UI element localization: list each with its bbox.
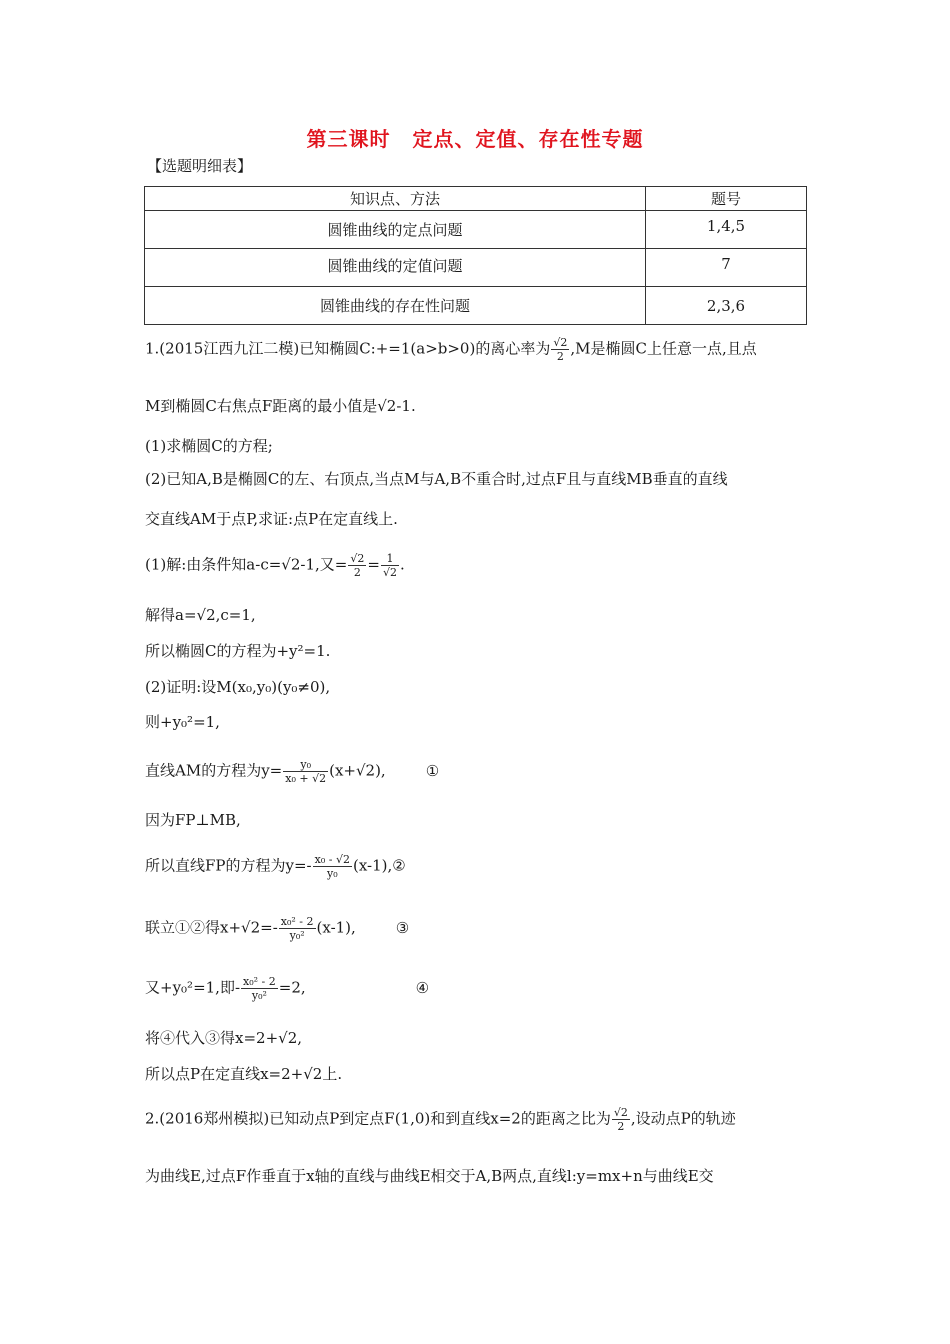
problem1-line2: M到椭圆C右焦点F距离的最小值是√2-1. — [145, 397, 416, 415]
fraction — [612, 1106, 630, 1133]
table-cell: 1,4,5 — [646, 211, 807, 249]
denominator: 2 — [353, 566, 361, 579]
solution-line6 — [145, 758, 439, 785]
fraction — [348, 552, 366, 579]
text: ,M是椭圆C上任意一点,且点 — [570, 339, 757, 358]
numerator: 1 — [381, 552, 399, 566]
table-cell: 2,3,6 — [646, 287, 807, 325]
table-row — [145, 211, 807, 249]
solution-line3: 所以椭圆C的方程为+y²=1. — [145, 642, 331, 660]
problem2-line1 — [145, 1106, 736, 1133]
text: (x-1), — [316, 918, 356, 937]
denominator: 2 — [556, 350, 564, 363]
problem1-line3: (1)求椭圆C的方程; — [145, 437, 273, 455]
denominator: x₀ + √2 — [285, 772, 327, 785]
fraction — [381, 552, 399, 579]
solution-line10 — [145, 975, 429, 1002]
topic-table — [144, 186, 807, 325]
text: (1)解:由条件知a-c= — [145, 555, 282, 574]
text: 直线AM的方程为y= — [145, 761, 283, 780]
fraction — [313, 853, 352, 880]
circled-number: ④ — [415, 978, 430, 997]
numerator: x₀² - 2 — [243, 975, 276, 988]
problem1-line5: 交直线AM于点P,求证:点P在定直线上. — [145, 510, 398, 528]
problem1-line1 — [145, 336, 757, 363]
table-header-row — [145, 187, 807, 211]
solution-line1: (1)解:由条件知a-c=√2-1,又= $\frac{√2}{2}$ = $\frac{1}{√2}$ . — [145, 552, 405, 579]
text: ,设动点P的轨迹 — [630, 1109, 736, 1128]
page-title: 第三课时 定点、定值、存在性专题 — [306, 127, 644, 151]
text: √2-1,又= — [281, 555, 348, 574]
numerator: x₀ - √2 — [314, 853, 350, 866]
text: =2, — [278, 978, 306, 997]
text: 联立①②得x+√2=- — [145, 918, 278, 937]
problem2-line2: 为曲线E,过点F作垂直于x轴的直线与曲线E相交于A,B两点,直线l:y=mx+n与曲线E交 — [145, 1167, 714, 1185]
table-label: 【选题明细表】 — [147, 157, 253, 175]
numerator: √2 — [350, 552, 365, 565]
text: (x-1),② — [352, 856, 406, 875]
numerator: √2 — [553, 336, 568, 349]
text: 又+y₀²=1,即- — [145, 978, 241, 997]
numerator: x₀² - 2 — [280, 915, 314, 928]
solution-line12: 所以点P在定直线x=2+√2上. — [145, 1065, 343, 1083]
fraction — [283, 758, 328, 785]
circled-number: ① — [425, 761, 440, 780]
table-header: 题号 — [646, 187, 807, 211]
denominator: 2 — [617, 1120, 625, 1133]
table-header: 知识点、方法 — [145, 187, 646, 211]
fraction — [279, 915, 316, 942]
solution-line9 — [145, 915, 409, 942]
text: 所以直线FP的方程为y=- — [145, 856, 312, 875]
text: 1.(2015江西九江二模)已知椭圆C:+=1(a>b>0)的离心率为 — [145, 339, 551, 358]
denominator: √2 — [382, 566, 397, 579]
text: 2.(2016郑州模拟)已知动点P到定点F(1,0)和到直线x=2的距离之比为 — [145, 1109, 611, 1128]
table-cell: 圆锥曲线的定值问题 — [145, 249, 646, 287]
circled-number: ③ — [395, 918, 410, 937]
table-cell: 圆锥曲线的存在性问题 — [145, 287, 646, 325]
solution-line5: 则+y₀²=1, — [145, 713, 220, 731]
table-row — [145, 249, 807, 287]
solution-line8 — [145, 853, 406, 880]
solution-line4: (2)证明:设M(x₀,y₀)(y₀≠0), — [145, 678, 331, 696]
denominator: y₀² — [251, 989, 267, 1002]
denominator: y₀² — [289, 929, 305, 942]
fraction — [241, 975, 278, 1002]
table-row — [145, 287, 807, 325]
table-cell: 圆锥曲线的定点问题 — [145, 211, 646, 249]
numerator: √2 — [613, 1106, 628, 1119]
denominator: y₀ — [326, 867, 338, 880]
problem1-line4: (2)已知A,B是椭圆C的左、右顶点,当点M与A,B不重合时,过点F且与直线MB垂直的直线 — [145, 470, 728, 488]
solution-line7: 因为FP⊥MB, — [145, 811, 241, 829]
text: (x+√2), — [329, 761, 386, 780]
solution-line11: 将④代入③得x=2+√2, — [145, 1029, 303, 1047]
numerator: y₀ — [283, 758, 328, 772]
fraction — [551, 336, 569, 363]
solution-line2: 解得a=√2,c=1, — [145, 606, 256, 624]
table-cell: 7 — [646, 249, 807, 287]
